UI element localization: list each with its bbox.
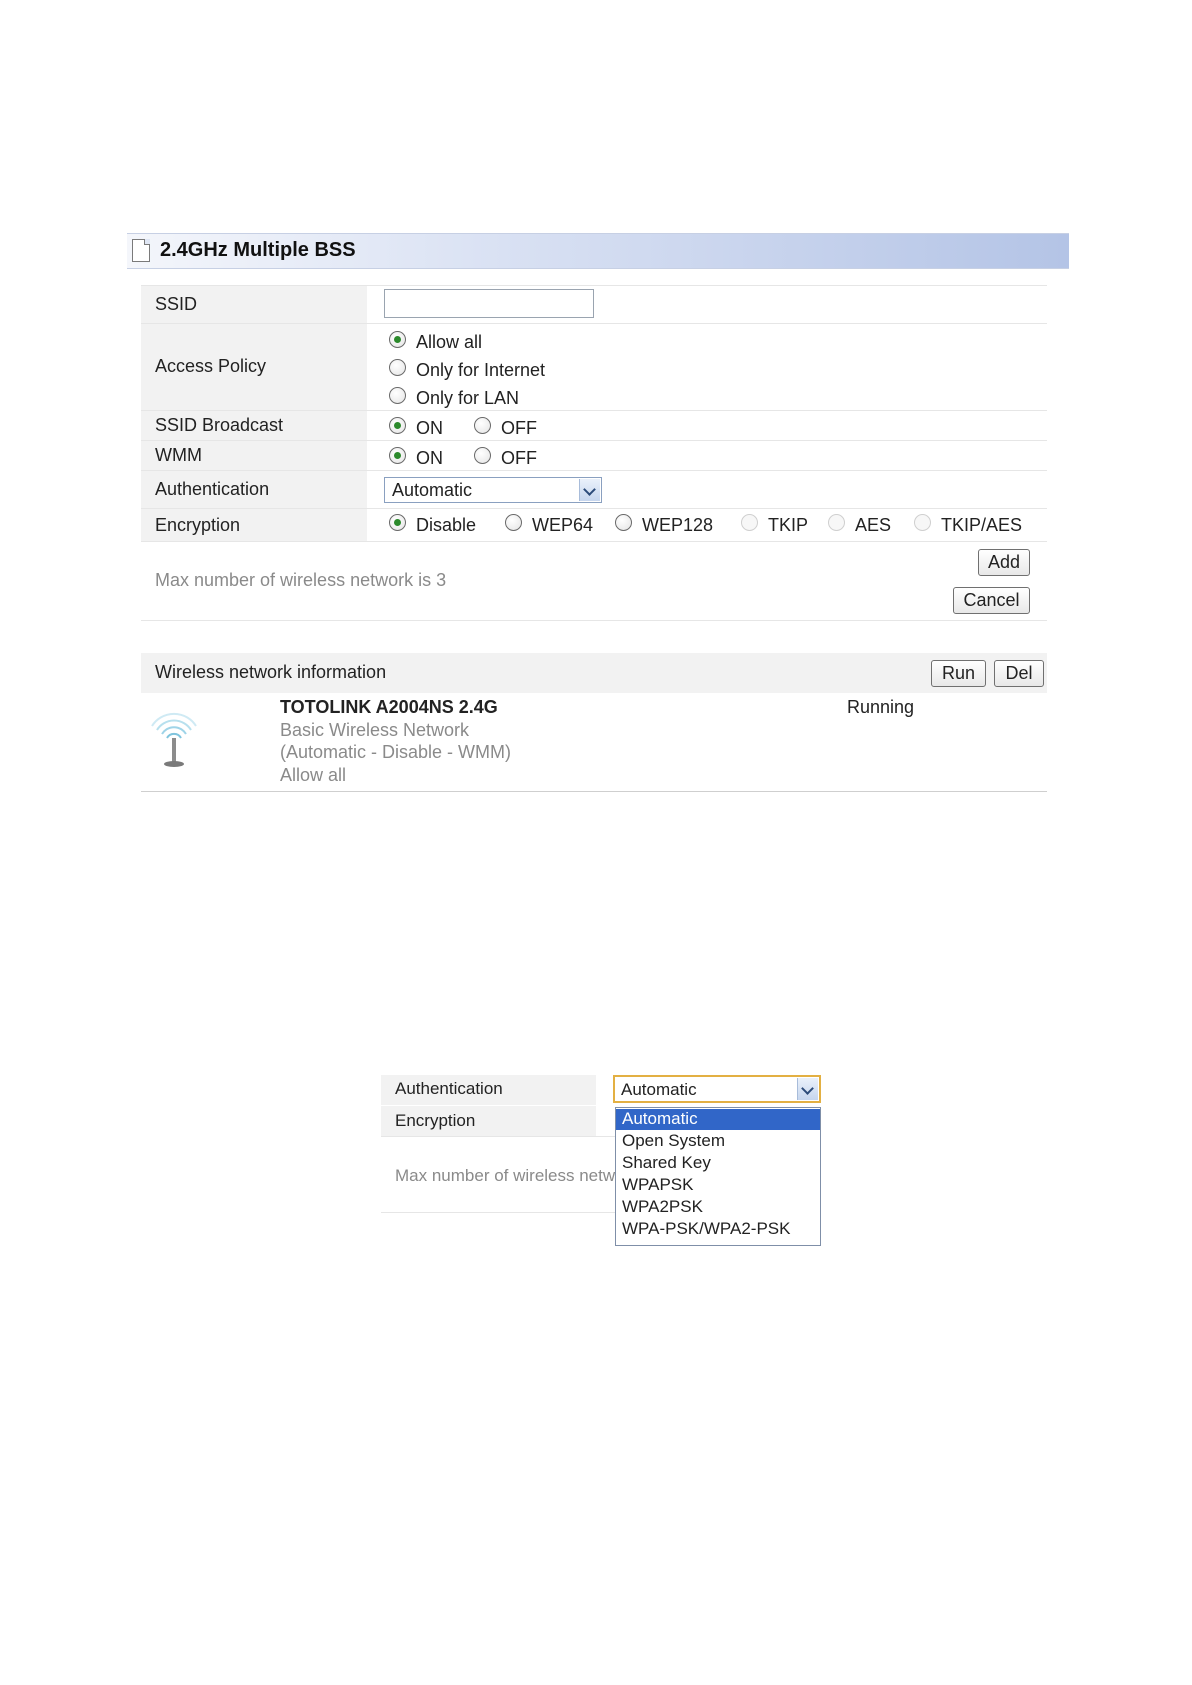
wireless-info-title: Wireless network information (155, 662, 387, 682)
access-policy-label-cell (141, 324, 367, 410)
radio-wmm-off[interactable] (474, 447, 491, 464)
radio-wmm-on-label: ON (416, 448, 443, 468)
dd-enc-label-cell (381, 1106, 596, 1136)
dd-select-value: Automatic (621, 1080, 697, 1099)
radio-broadcast-off-label: OFF (501, 418, 537, 438)
del-button[interactable]: Del (994, 660, 1044, 687)
network-type: Basic Wireless Network (280, 720, 470, 740)
ssid-broadcast-label-cell (141, 411, 367, 440)
radio-enc-wep64[interactable] (505, 514, 522, 531)
authentication-label-cell (141, 471, 367, 508)
row-divider (141, 541, 1047, 542)
radio-only-lan-label: Only for LAN (416, 388, 520, 408)
chevron-down-icon[interactable] (797, 1078, 818, 1100)
dd-options-list (615, 1107, 821, 1246)
radio-enc-wep64-label: WEP64 (532, 515, 594, 535)
radio-enc-aes[interactable] (828, 514, 845, 531)
radio-enc-tkipaes-label: TKIP/AES (941, 515, 1023, 535)
authentication-label: Authentication (155, 479, 270, 499)
ssid-label: SSID (155, 294, 198, 314)
radio-wmm-off-label: OFF (501, 448, 537, 468)
row-divider (141, 620, 1047, 621)
radio-enc-aes-label: AES (855, 515, 892, 535)
authentication-select-value: Automatic (392, 480, 473, 500)
dd-option-wpa2psk[interactable]: WPA2PSK (622, 1197, 703, 1216)
chevron-down-icon[interactable] (579, 479, 600, 501)
radio-allow-all[interactable] (389, 331, 406, 348)
encryption-label: Encryption (155, 515, 241, 535)
ssid-input[interactable] (384, 289, 594, 318)
network-details: (Automatic - Disable - WMM) (280, 742, 512, 762)
radio-enc-tkip[interactable] (741, 514, 758, 531)
wmm-label: WMM (155, 445, 202, 465)
network-policy: Allow all (280, 765, 347, 785)
wmm-label-cell (141, 441, 367, 470)
radio-enc-wep128-label: WEP128 (642, 515, 714, 535)
wireless-antenna-icon (148, 712, 200, 770)
dd-enc-label: Encryption (395, 1111, 476, 1130)
radio-only-lan[interactable] (389, 387, 406, 404)
radio-enc-wep128[interactable] (615, 514, 632, 531)
radio-allow-all-label: Allow all (416, 332, 483, 352)
access-policy-label: Access Policy (155, 356, 267, 376)
dd-option-wpapsk[interactable]: WPAPSK (622, 1175, 694, 1194)
radio-only-internet-label: Only for Internet (416, 360, 546, 380)
dd-authentication-select[interactable] (613, 1075, 821, 1103)
wireless-info-header (141, 653, 1047, 693)
network-name: TOTOLINK A2004NS 2.4G (280, 697, 498, 717)
radio-broadcast-on[interactable] (389, 417, 406, 434)
radio-wmm-on[interactable] (389, 447, 406, 464)
radio-enc-disable-label: Disable (416, 515, 477, 535)
panel-title: 2.4GHz Multiple BSS (160, 239, 356, 261)
network-status: Running (847, 697, 915, 717)
panel-header (127, 233, 1069, 269)
dd-auth-label-cell (381, 1075, 596, 1105)
dd-option-shared-key[interactable]: Shared Key (622, 1153, 711, 1172)
dd-option-open-system[interactable]: Open System (622, 1131, 725, 1150)
encryption-label-cell (141, 509, 367, 541)
ssid-broadcast-label: SSID Broadcast (155, 415, 284, 435)
document-icon (132, 239, 150, 262)
dd-auth-label: Authentication (395, 1079, 503, 1098)
add-button[interactable]: Add (978, 549, 1030, 576)
radio-only-internet[interactable] (389, 359, 406, 376)
radio-enc-tkipaes[interactable] (914, 514, 931, 531)
radio-enc-tkip-label: TKIP (768, 515, 809, 535)
row-divider (381, 1212, 615, 1213)
ssid-label-cell (141, 286, 367, 323)
dd-option-wpa-wpa2-psk[interactable]: WPA-PSK/WPA2-PSK (622, 1219, 791, 1238)
row-divider (381, 1136, 615, 1137)
cancel-button[interactable]: Cancel (953, 587, 1030, 614)
authentication-select[interactable] (384, 477, 602, 503)
radio-enc-disable[interactable] (389, 514, 406, 531)
run-button[interactable]: Run (931, 660, 986, 687)
radio-broadcast-on-label: ON (416, 418, 443, 438)
dd-option-automatic[interactable]: Automatic (616, 1109, 820, 1130)
dd-max-note: Max number of wireless netw (395, 1166, 616, 1185)
max-network-note: Max number of wireless network is 3 (155, 570, 447, 590)
row-divider (141, 791, 1047, 792)
radio-broadcast-off[interactable] (474, 417, 491, 434)
